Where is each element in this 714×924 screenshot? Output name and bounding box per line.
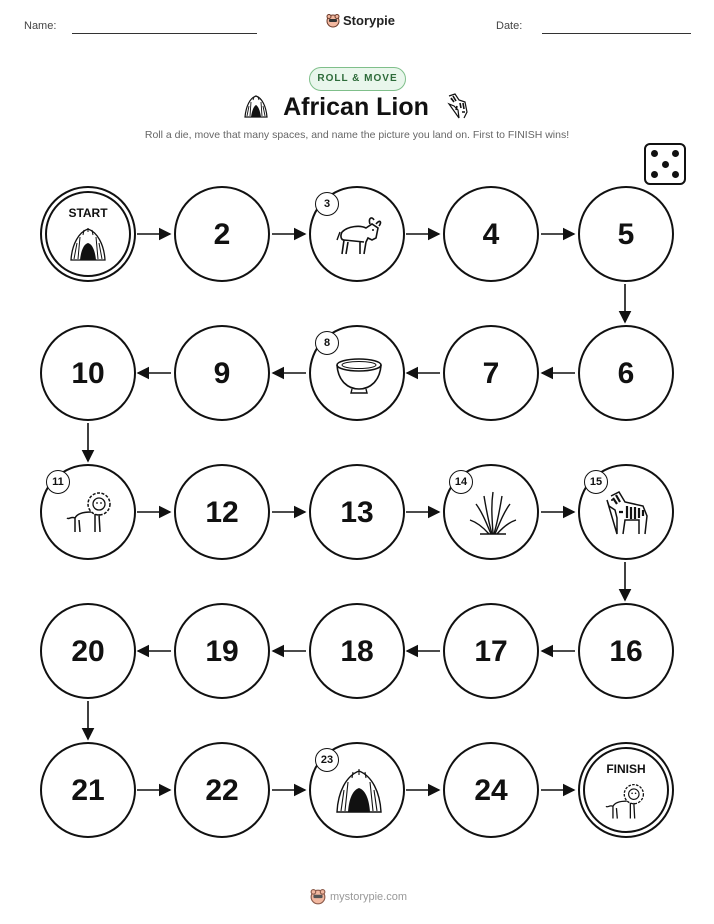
footer-url[interactable]: mystorypie.com <box>330 891 408 903</box>
instructions: Roll a die, move that many spaces, and name the picture you land on. First to FINISH wins! <box>144 129 570 141</box>
space-number-tag: 8 <box>315 331 339 355</box>
board-space[interactable] <box>40 464 136 560</box>
board-space[interactable]: 5 <box>578 186 674 282</box>
name-label: Name: <box>24 20 57 32</box>
grass-den-icon <box>68 226 108 262</box>
title-text: African Lion <box>283 93 429 121</box>
board-space[interactable]: 13 <box>309 464 405 560</box>
board-space[interactable]: 22 <box>174 742 270 838</box>
board-space[interactable]: 2 <box>174 186 270 282</box>
date-label: Date: <box>496 20 523 32</box>
space-number-tag: 11 <box>46 470 70 494</box>
grass-den-icon <box>334 766 384 816</box>
bowl-icon <box>334 349 384 399</box>
game-type-badge: ROLL & MOVE <box>309 67 406 91</box>
board-space[interactable] <box>578 464 674 560</box>
board-space[interactable] <box>309 325 405 421</box>
storypie-mascot-icon <box>310 889 326 905</box>
board-space[interactable]: 6 <box>578 325 674 421</box>
space-number-tag: 3 <box>315 192 339 216</box>
board-space[interactable]: 17 <box>443 603 539 699</box>
board-space[interactable]: 20 <box>40 603 136 699</box>
lion-icon <box>65 488 115 538</box>
board-space[interactable]: 7 <box>443 325 539 421</box>
lion-icon <box>604 782 648 822</box>
board-space[interactable]: 24 <box>443 742 539 838</box>
space-number-tag: 14 <box>449 470 473 494</box>
wildebeest-icon <box>334 210 384 260</box>
board-space[interactable] <box>443 464 539 560</box>
board-space[interactable]: 19 <box>174 603 270 699</box>
zebra-icon <box>603 488 653 538</box>
space-number-tag: 15 <box>584 470 608 494</box>
finish-label: FINISH <box>606 762 646 776</box>
board-space[interactable] <box>309 742 405 838</box>
footer <box>310 889 407 905</box>
brand-name: Storypie <box>343 13 396 28</box>
grass-icon <box>468 488 518 538</box>
board-space[interactable]: 10 <box>40 325 136 421</box>
board-space[interactable] <box>309 186 405 282</box>
space-number-tag: 23 <box>315 748 339 772</box>
board-space[interactable]: 18 <box>309 603 405 699</box>
start-label: START <box>68 206 108 220</box>
board-space[interactable]: 21 <box>40 742 136 838</box>
board-space[interactable]: 16 <box>578 603 674 699</box>
board-space[interactable]: 9 <box>174 325 270 421</box>
board-space[interactable]: 4 <box>443 186 539 282</box>
board-space[interactable]: 12 <box>174 464 270 560</box>
start-space[interactable] <box>40 186 136 282</box>
finish-space[interactable] <box>578 742 674 838</box>
